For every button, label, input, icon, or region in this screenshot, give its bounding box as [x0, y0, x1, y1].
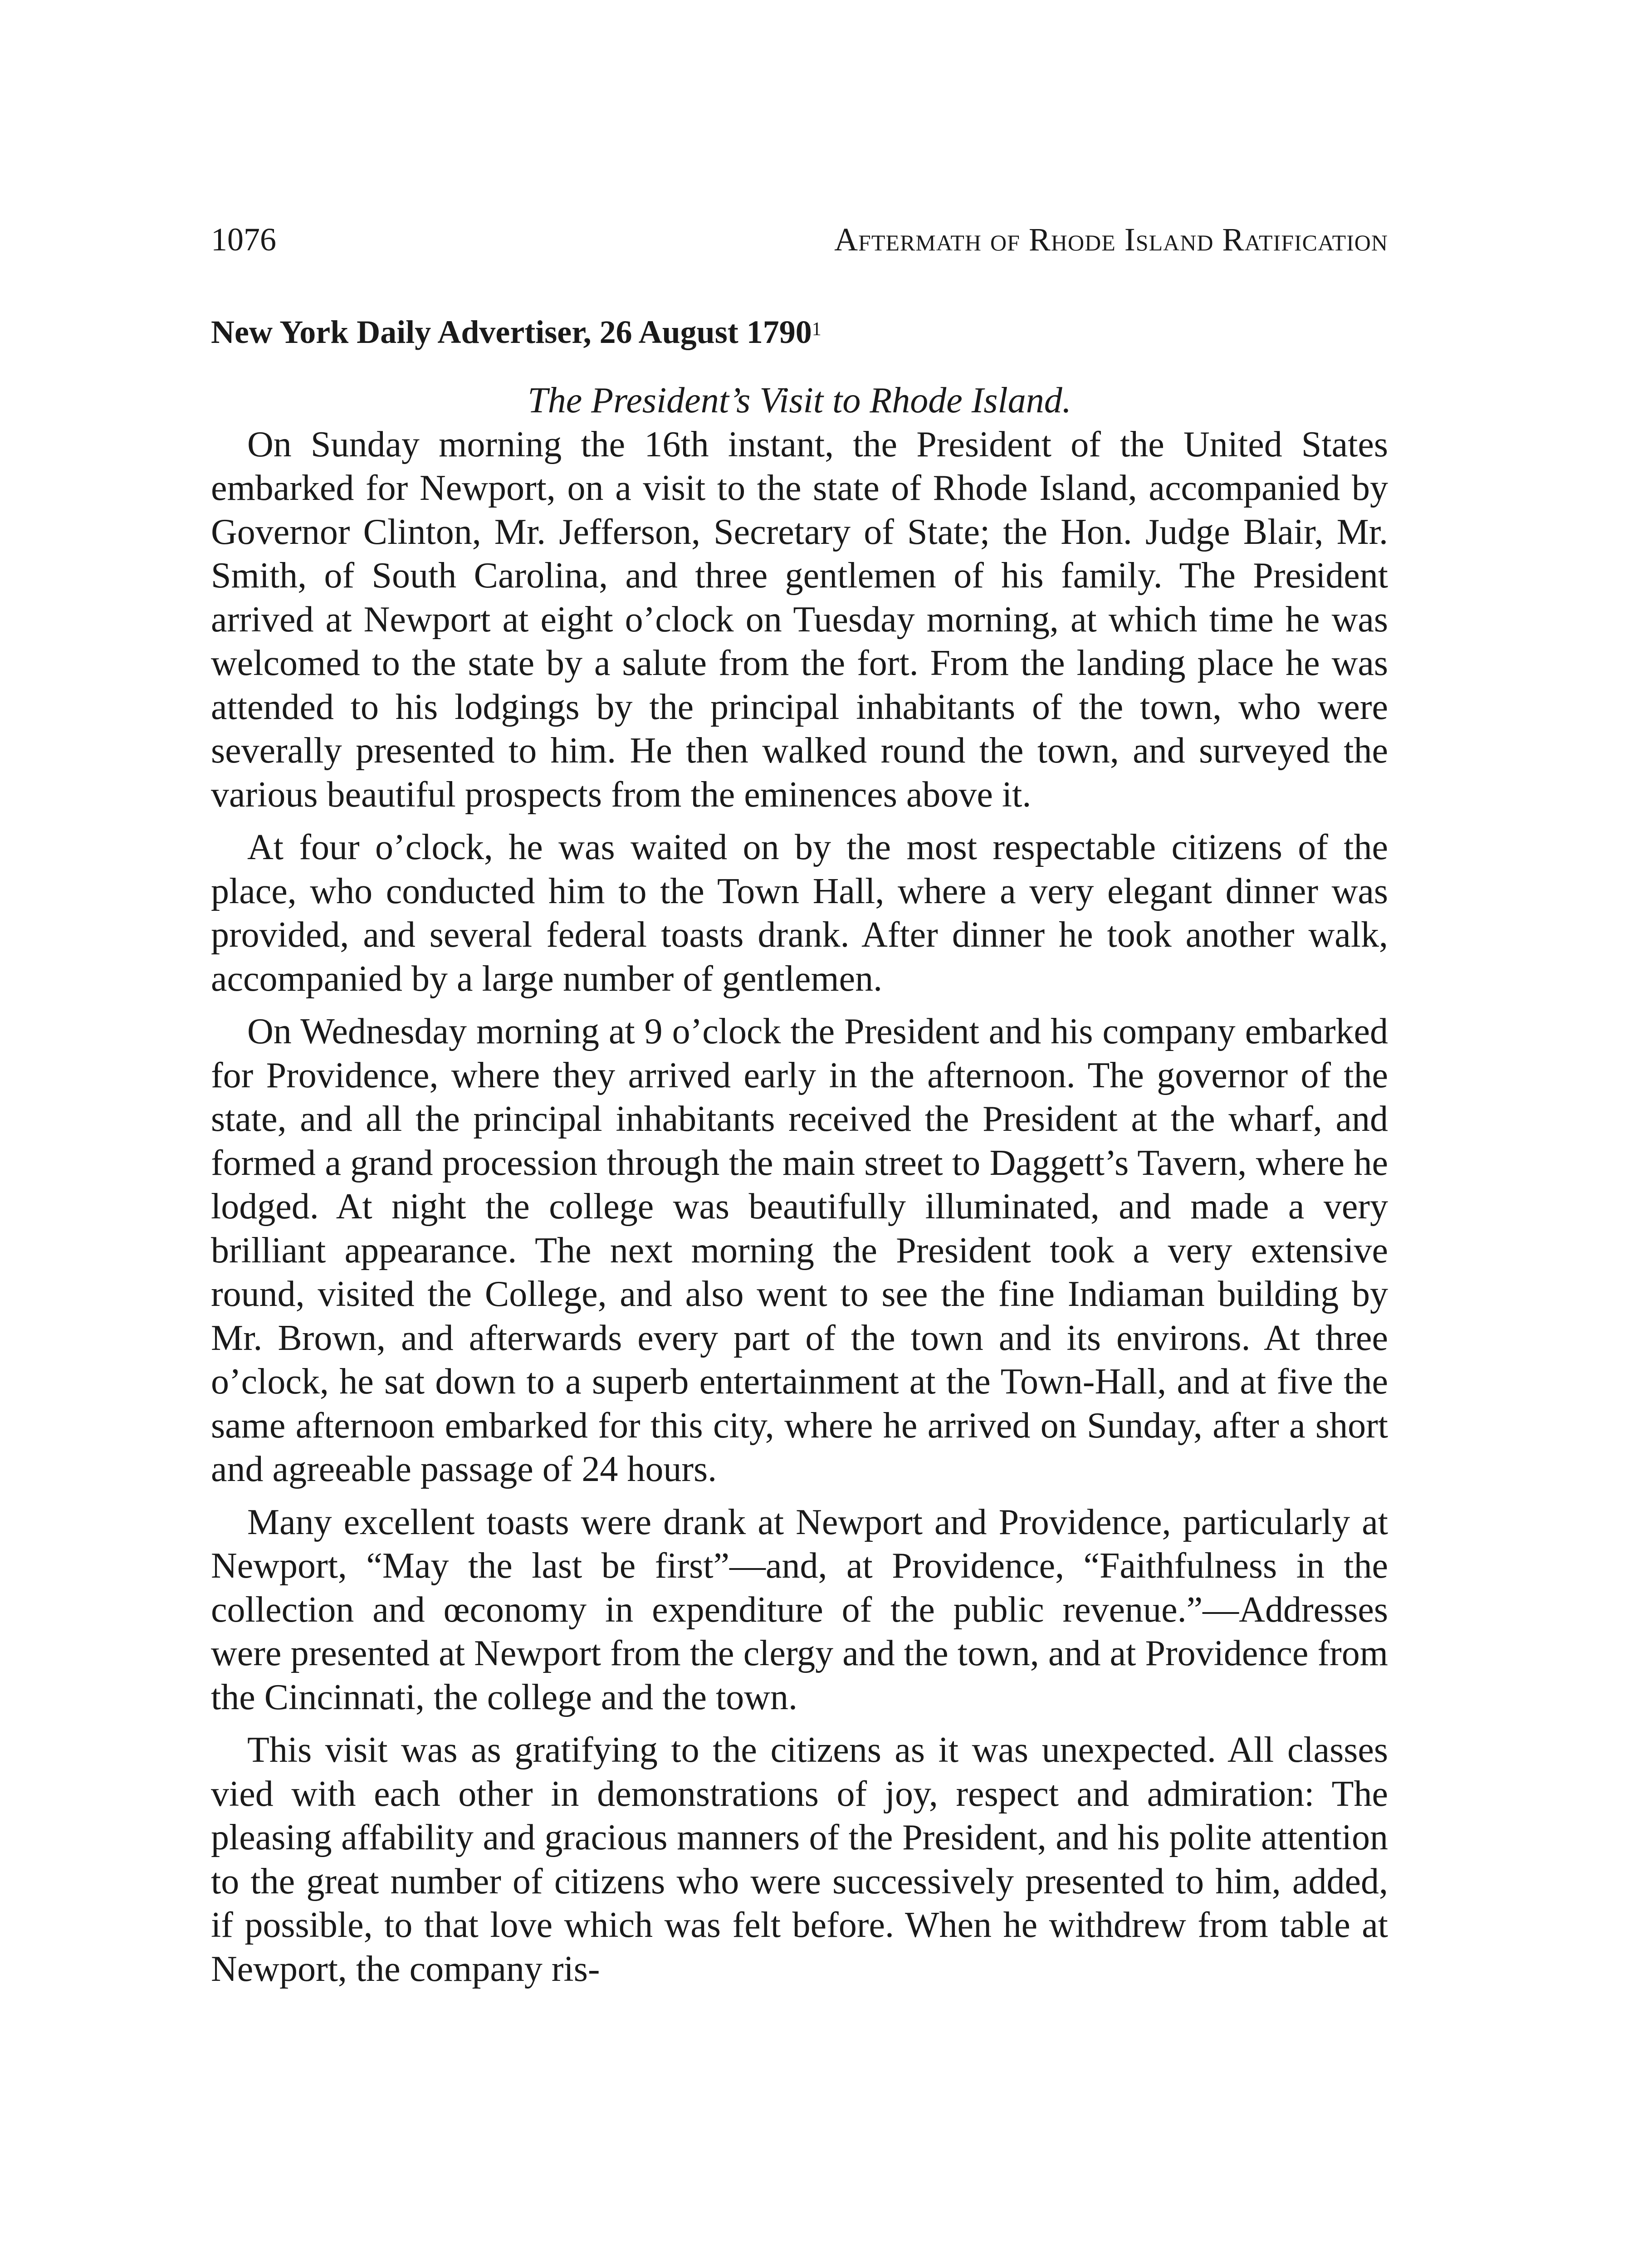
article-body — [211, 379, 1388, 1991]
article-title — [211, 309, 821, 355]
running-header — [211, 217, 1388, 262]
article-title-text: New York Daily Advertiser, 26 August 1790 — [211, 314, 812, 350]
paragraph-2: At four o’clock, he was waited on by the most respectable citizens of the place, who conducted him to the Town Hall, where a very elegant dinner was provided, and several federal toasts drank. After dinner he took another walk, accompanied by a large number of gentlemen. — [211, 827, 1388, 999]
paragraph-1: On Sunday morning the 16th instant, the President of the United States embarked for Newport, on a visit to the state of Rhode Island, accompanied by Governor Clinton, Mr. Jefferson, Secretary of State; the Hon. Judge Blair, Mr. Smith, of South Carolina, and three gentlemen of his family. The President arrived at Newport at eight o’clock on Tuesday morning, at which time he was welcomed to the state by a salute from the fort. From the landing place he was attended to his lodgings by the principal inhabitants of the town, who were severally presented to him. He then walked round the town, and surveyed the various beautiful prospects from the eminences above it. — [211, 424, 1388, 815]
page-number: 1076 — [211, 221, 276, 258]
paragraph-3: On Wednesday morning at 9 o’clock the President and his company embarked for Providence, where they arrived early in the afternoon. The governor of the state, and all the principal inhabitants received the President at the wharf, and formed a grand procession through the main street to Daggett’s Tavern, where he lodged. At night the college was beautifully illuminated, and made a very brilliant appearance. The next morning the President took a very extensive round, visited the College, and also went to see the fine Indiaman building by Mr. Brown, and afterwards every part of the town and its environs. At three o’clock, he sat down to a superb entertainment at the Town-Hall, and at five the same afternoon embarked for this city, where he arrived on Sunday, after a short and agreeable passage of 24 hours. — [211, 1012, 1388, 1489]
footnote-reference: 1 — [812, 319, 821, 340]
article-subtitle: The President’s Visit to Rhode Island. — [528, 381, 1071, 420]
running-title: Aftermath of Rhode Island Ratification — [834, 221, 1388, 258]
paragraph-4: Many excellent toasts were drank at Newport and Providence, particularly at Newport, “May the last be first”—and, at Providence, “Faithfulness in the collection and œconomy in expenditure of the public revenue.”—Addresses were presented at Newport from the clergy and the town, and at Providence from the Cincinnati, the college and the town. — [211, 1502, 1388, 1717]
paragraph-5: This visit was as gratifying to the citizens as it was unexpected. All classes vied with each other in demonstrations of joy, respect and admiration: The pleasing affability and gracious manners of the President, and his polite attention to the great number of citizens who were successively presented to him, added, if possible, to that love which was felt before. When he withdrew from table at Newport, the company ris- — [211, 1730, 1388, 1989]
